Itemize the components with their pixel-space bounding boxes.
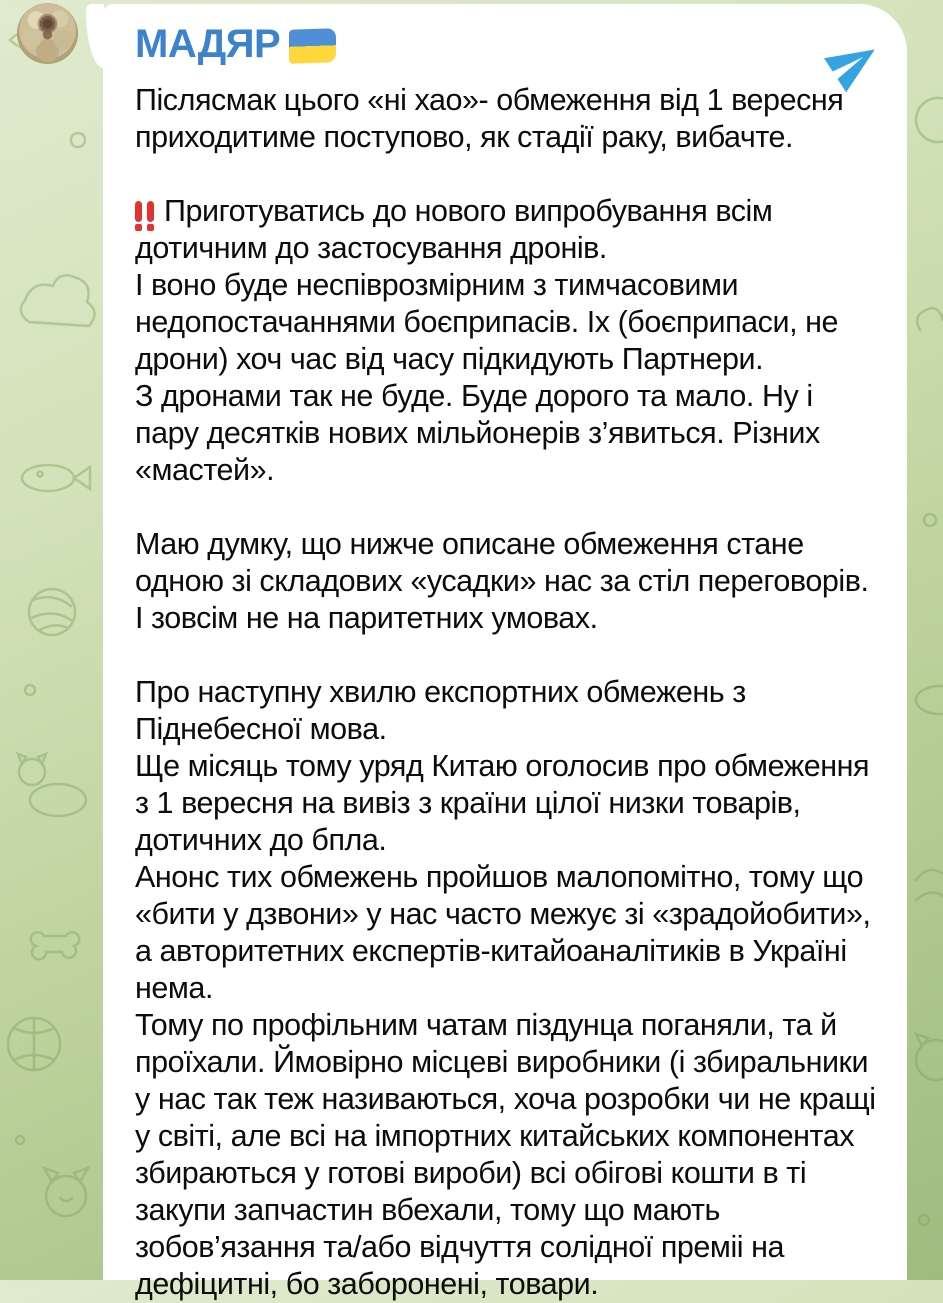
ukraine-flag-emoji — [289, 28, 336, 64]
message-line: Післясмак цього «ні хао»- обмеження від 1 вересня приходитиме поступово, як стадії раку, вибачте. — [135, 83, 844, 154]
message-line: Анонс тих обмежень пройшов малопомітно, тому що «бити у дзвони» у нас часто межує зі «зрадойобити», а авторитетних експертів-китайоаналітиків в Україні нема. — [135, 860, 871, 1005]
message-line: Маю думку, що нижче описане обмеження стане одною зі складових «усадки» нас за стіл переговорів. — [135, 527, 869, 598]
message-text — [135, 82, 883, 1303]
message-line: Про наступну хвилю експортних обмежень з Піднебесної мова. — [135, 675, 746, 746]
message-line: Ще місяць тому уряд Китаю оголосив про обмеження з 1 вересня на вивіз з країни цілої низки товарів, дотичних до бпла. — [135, 749, 870, 857]
message-paragraph — [135, 526, 883, 637]
message-line: Тому по профільним чатам піздунца поганяли, та й проїхали. Ймовірно місцеві виробники (і збиральники у нас так теж називаються, хоча розробки чи не кращі у світі, але всі на імпортних китайських компонентах збираються у готові вироби) всі обігові кошти в ті закупи запчастин вбехали, тому що мають зобов’язання та/або відчуття солідної преміі на дефіцитні, бо заборонені, товари. — [135, 1008, 876, 1301]
channel-name[interactable]: МАДЯР — [135, 22, 281, 66]
message-line: Приготуватись до нового випробування всім дотичним до застосування дронів. — [135, 194, 773, 265]
message-line: І воно буде неспіврозмірним з тимчасовими недопостачаннями боєприпасів. Іх (боєприпаси, не дрони) хоч час від часу підкидують Партнери. — [135, 268, 839, 376]
avatar[interactable] — [17, 3, 78, 64]
message-paragraph — [135, 193, 883, 489]
message-line: З дронами так не буде. Буде дорого та мало. Ну і пару десятків нових мільйонерів з’явиться. Різних «мастей». — [135, 379, 820, 487]
double-exclamation-emoji — [135, 201, 154, 222]
message-header — [135, 22, 883, 67]
message-line: І зовсім не на паритетних умовах. — [135, 601, 598, 635]
message-paragraph — [135, 82, 883, 156]
message-bubble — [103, 4, 907, 1301]
message-paragraph — [135, 674, 883, 1303]
